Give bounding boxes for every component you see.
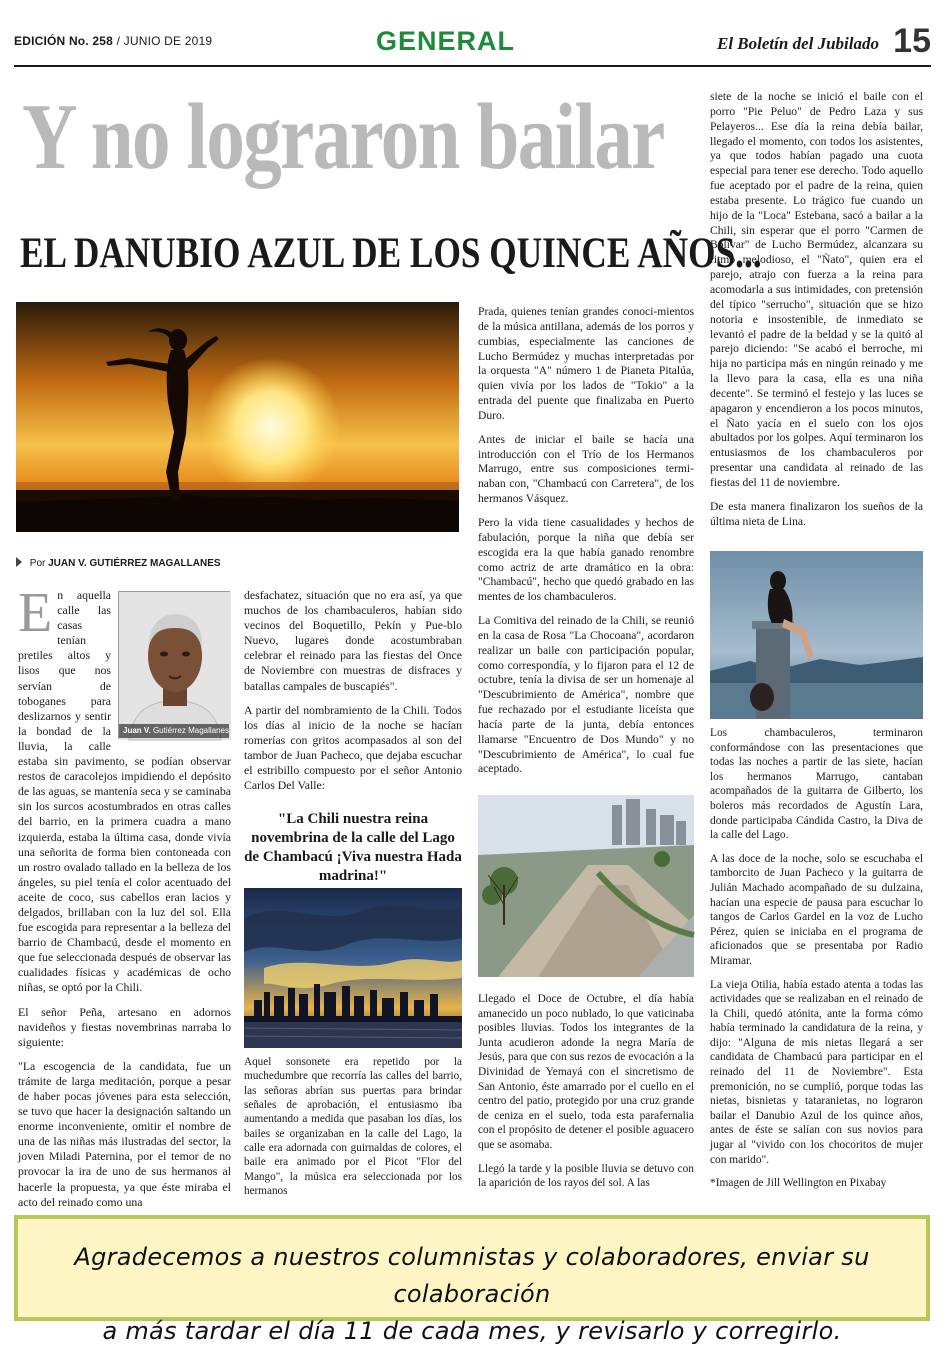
article-paragraph: Llegado el Doce de Octubre, el día había amanecido un poco nublado, lo que vaticinaba posibles lluvias. Todos los integrantes de la Junta acudieron adonde la negra María de Jesús, para que con sus rezos de evocación a la Divinidad de Yemayá con el sincretismo de San Antonio, éste amarrado por el cuello en el centro del patio, protegido por una cruz grande de ceniza en el suelo, toda esta parafernalia con el propósito de detener el posible aguacero que se asomaba. <box>478 993 694 1151</box>
article-column-3 <box>478 305 694 786</box>
author-caption-name: Juan V. <box>123 726 151 735</box>
girl-by-sea-photo <box>710 551 923 719</box>
article-paragraph: Prada, quienes tenían grandes conoci-mientos de la música antillana, además de los porros y cumbias, especialmente las canciones de Lucho Bermúdez y muchas interpretadas por la orquesta "A" número 1 de Pianeta Pitalúa, quien vivía por los lados de "Tokio" a la entrada del puente que finalizaba en Puerto Duro. <box>478 305 694 422</box>
edition-date: / JUNIO DE 2019 <box>116 34 213 48</box>
author-photo-spacer <box>115 588 231 740</box>
city-skyline-photo <box>244 888 462 1048</box>
author-caption-surname: Gutiérrez Magallanes <box>152 726 229 735</box>
article-paragraph: "La escogencia de la candidata, fue un trámite de larga meditación, porque a pesar de haber pocas jóvenes para esta selección, se tuvo que hacer la designación saltando un enorme inconveniente, omitir el nombre de una de las niñas más ilustradas del sector, la joven Miladi Paternina, por el temor de no provocar la ira de uno de sus hermanos al hacerle la propuesta, ya que éste miraba el acto del reinado como una <box>18 1058 231 1209</box>
banner-line-2: a más tardar el día 11 de cada mes, y revisarlo y corregirlo. <box>102 1317 842 1345</box>
article-paragraph: De esta manera finalizaron los sueños de la última nieta de Lina. <box>710 499 923 528</box>
byline <box>16 557 221 569</box>
publication-name: El Boletín del Jubilado <box>717 34 879 53</box>
city-plaza-photo <box>478 795 694 977</box>
article-paragraph: A las doce de la noche, solo se escuchaba el tamborcito de Juan Pacheco y la guitarra de Julián Machado acompañado de su dulzaina, hacían una especie de pausa para escuchar lo tangos de Carlos Gardel en la voz de Lucho Pérez, quien se iniciaba en el programa de aficionados que se presentaba por Radio Miramar. <box>710 852 923 967</box>
article-paragraph: La vieja Otilia, había estado atenta a todas las actividades que se realizaban en el reinado de la Chili, quedó atónita, ante la forma cómo había terminado la candidatura de la reina, y dijo: "Alguna de mis nietas llegará a ser candidata de Chambacú para participar en el reinado del 11 de Noviembre". Esta premonición, no se cumplió, porque todas las nietas, bisnietas y tataranietas, no lograron bailar el Danubio Azul de los quince años, antes de éste se salían con sus novios para jugar al "vivido con los chocoritos de mujer con marido". <box>710 978 923 1166</box>
article-column-4 <box>710 90 923 538</box>
edition-number: EDICIÓN No. 258 <box>14 34 114 48</box>
article-paragraph: Pero la vida tiene casualidades y hechos de fabulación, porque la niña que debía ser escogida era la que había ganado renombre como actriz de arte dramático en la obra: "Chambacú", hecho que quedó grabado en las mentes de los chambaculeros. <box>478 515 694 604</box>
contributors-notice-banner <box>14 1215 930 1345</box>
article-paragraph: Antes de iniciar el baile se hacía una introducción con el Trío de los Hermanos Marrugo, entre sus composiciones termi-naban con, "Chambacú con Carretera", de los hermanos Vásquez. <box>478 432 694 506</box>
article-paragraph: desfachatez, situación que no era así, ya que muchos de los chambaculeros, habían sido vecinos del Boquetillo, Pekín y Pue-blo Nuevo, lugares donde acostumbraban celebrar el reinado para las fiestas del Once de Noviembre con muestras de disfraces y batallas campales de buscapiés". <box>244 588 462 693</box>
pull-quote: "La Chili nuestra reina novembrina de la calle del Lago de Chambacú ¡Viva nuestra Hada madrina!" <box>244 811 462 884</box>
article-paragraph: Aquel sonsonete era repetido por la muchedumbre que recorría las calles del barrio, las señoras abrían sus puertas para brindar señales de aprobación, el entusiasmo iba aumentando a medida que pasaban los días, los bailes se organizaban en la calle del Lago, la calle era adornada con guirnaldas de colores, el baile era animado por el Picot "Flor del Mango", la música era seleccionada por los hermanos <box>244 1056 462 1198</box>
article-paragraph: Llegó la tarde y la posible lluvia se detuvo con la aparición de los rayos del sol. A las <box>478 1162 694 1190</box>
image-credit: *Imagen de Jill Wellington en Pixabay <box>710 1177 887 1190</box>
article-paragraph: Los chambaculeros, terminaron conformándose con las presentaciones que todas las noches a partir de las siete, hacían los hermanos Marrugo, cantaban acompañados de la guitarra de Gilberto, los boleros más recordados de Agustín Lara, donde participaba Cándida Castro, la Diva de la calle del Lago. <box>710 727 923 842</box>
article-paragraph: A partir del nombramiento de la Chili. Todos los días al inicio de la noche se hacían romerías con gritos acompasados al son del tambor de Juan Pacheco, que dejaba escuchar el estribillo compuesto por el señor Antonio Carlos Del Valle: <box>244 702 462 793</box>
header-rule <box>14 65 931 67</box>
article-paragraph: La Comitiva del reinado de la Chili, se reunió en la casa de Rosa "La Chocoana", acordaron realizar un baile con participación popular, como correspondía, y lo fijaron para el 12 de octubre, tenía la divisa de ser un homenaje al "Descubrimiento de América", nombre que fue rechazado por el estudiante liceísta que hacía parte de la junta, debía entonces llamarse "Encuentro de Dos Mundo" y no "Descubrimiento de América", lo cual fue aceptado. <box>478 614 694 776</box>
article-paragraph: siete de la noche se inició el baile con el porro "Pie Peluo" de Pedro Laza y sus Pelayeros... Ese día la reina debía bailar, llegado el momento, con todos los asistentes, ya que todos habían pagado una cuota especial para tener ese derecho. Todo aquello fue aceptado por el padre de la reina, quien estaba presente. Lo trágico fue cuando un hijo de la "Loca" Estebana, sacó a bailar a la Chili, sin esperar que el porro "Carmen de Bolívar" de Lucho Bermúdez, alcanzara su ritmo melodioso, el "Ñato", quien era el parejo, atrajo con fuerza a la reina para acomodarla a sus intimidades, con pretensión del típico "serrucho", situación que se hizo notoria e insostenible, de inmediato se levantó el padre de la beldad y se la quitó al parejo diciendo: "Se acabó el berroche, mi hija no participa más en ningún reinado y me la llevo para la casa, ella es una niña decente". Se terminó el festejo y las luces se apagaron y encendieron a los pocos minutos, el Ñato yacía en el suelo con los ojos abultados por los golpes. Aquí terminaron los entusiasmos de los chambaculeros por presentar una candidata al reinado de las fiestas del 11 de noviembre. <box>710 90 923 489</box>
article-column-3b <box>478 992 694 1200</box>
article-column-1 <box>18 582 231 1209</box>
article-column-2b <box>244 1055 462 1207</box>
article-paragraph: El señor Peña, artesano en adornos navideños y fiestas novembrinas narraba lo siguiente: <box>18 1004 231 1049</box>
sunset-photo <box>16 302 459 532</box>
drop-cap: E <box>18 582 53 644</box>
article-subtitle: EL DANUBIO AZUL DE LOS QUINCE AÑOS... <box>20 230 762 277</box>
banner-line-1: Agradecemos a nuestros columnistas y colaboradores, enviar su colaboración <box>74 1243 870 1308</box>
byline-prefix: Por <box>29 558 46 569</box>
paragraph-text: n aquella calle las casas tenían pretiles altos y lisos que nos servían de toboganes para deslizarnos y sentir la bondad de la lluvia, la calle estaba sin pavimento, se podían observar restos de caracolejos impidiendo el depósito de las aguas, se mantenía seca y se caminaba sin los surcos acostumbrados en otras calles del barrio, en la primera cuadra a mano izquierda, estaba la última casa, donde vivía una señorita de forma bien contoneada con un rostro ovalado tallado en la belleza de los ángeles, su piel tenía el color acentuado del aceite de coco, sus cabellos eran lacios y delgados, brillaban con la luz del sol. Ella fue escogida para representar a la belleza del barrio de Chambacú, desde el momento en que fue seleccionada después de observar las cualidades físicas y académicas de ocho niñas, se optó por la Chili. <box>18 588 231 995</box>
page-header <box>14 22 931 66</box>
page-number: 15 <box>893 22 931 60</box>
section-name: GENERAL <box>376 26 516 56</box>
article-column-2 <box>244 588 462 802</box>
article-column-4b <box>710 726 923 1200</box>
edition-info <box>14 34 212 48</box>
byline-author: JUAN V. GUTIÉRREZ MAGALLANES <box>48 558 221 569</box>
banner-text <box>18 1239 926 1350</box>
article-title: Y no lograron bailar <box>22 85 664 189</box>
play-arrow-icon <box>16 557 22 567</box>
